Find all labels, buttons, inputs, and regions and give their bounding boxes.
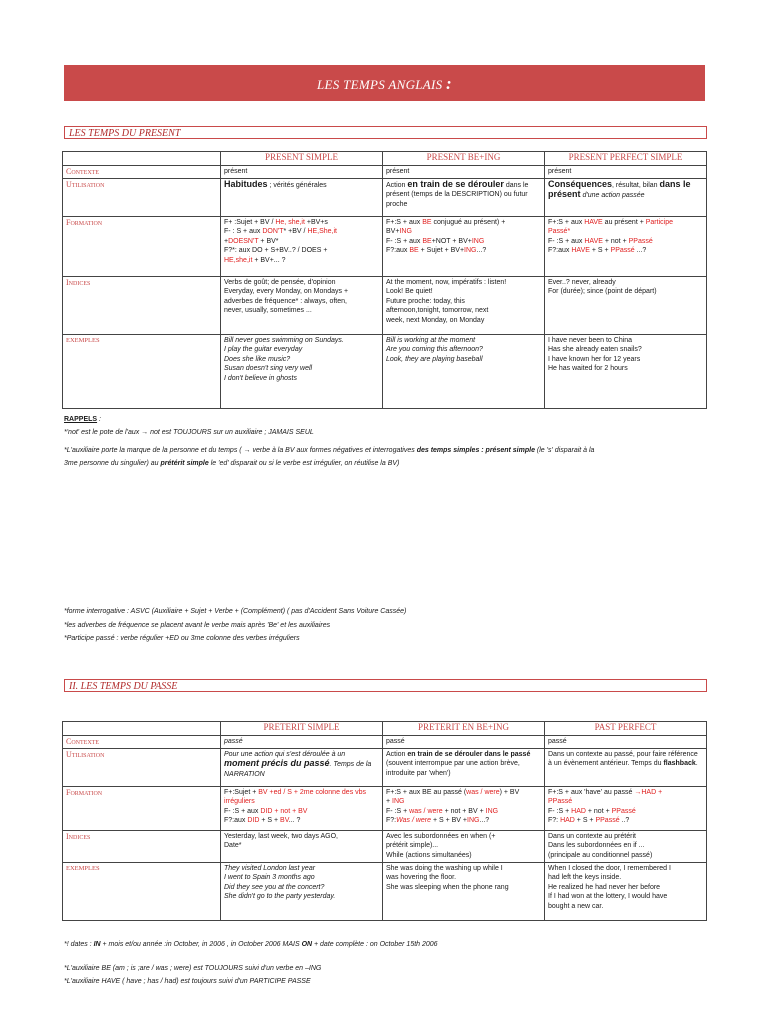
cell: Dans un contexte au prétérit Dans les subordonnées en if ... (principale au conditionnel passé): [545, 830, 707, 862]
cell: Yesterday, last week, two days AGO, Date*: [221, 830, 383, 862]
cell: Verbs de goût; de pensée, d'opinion Everyday, every Monday, on Mondays + adverbes de fréquence* : always, often, never, usually, sometimes ...: [221, 276, 383, 334]
footer-note-dates: *! dates : IN + mois et/ou année :in October, in 2006 , in October 2006 MAIS ON + date complète : on October 15th 2006: [64, 941, 438, 948]
cell: She was doing the washing up while I was hovering the floor. She was sleeping when the phone rang: [383, 862, 545, 920]
rappels-heading: RAPPELS :: [64, 416, 101, 423]
section-heading-present: LES TEMPS DU PRESENT: [64, 126, 707, 139]
row-label-utilisation: Utilisation: [63, 748, 221, 786]
cell: Avec les subordonnées en when (+ prétérit simple)... While (actions simultanées): [383, 830, 545, 862]
text: Action: [386, 181, 408, 189]
table-row: [63, 786, 707, 830]
past-table: [62, 721, 707, 921]
text: d'une action passée: [580, 192, 645, 200]
row-label-contexte: Contexte: [63, 736, 221, 749]
cell: passé: [545, 736, 707, 749]
cell: They visited London last year I went to Spain 3 months ago Did they see you at the concert? She didn't go to the party yesterday.: [221, 862, 383, 920]
cell: F+:S + aux HAVE au présent + Participe Passé* F- :S + aux HAVE + not + PPassé F?:aux HAVE + S + PPassé ...?: [545, 216, 707, 276]
page-title: LES TEMPS ANGLAIS: [316, 77, 443, 92]
col-header-preterit-simple: PRETERIT SIMPLE: [221, 722, 383, 736]
corner-cell: [63, 722, 221, 736]
table-row: [63, 166, 707, 179]
table-row: [63, 276, 707, 334]
page-title-colon: :: [446, 74, 452, 93]
text: dans le présent (temps de la DESCRIPTION) ou futur proche: [386, 181, 529, 208]
row-label-exemples: EXEMPLES: [63, 334, 221, 408]
col-header-past-perfect: PAST PERFECT: [545, 722, 707, 736]
row-label-formation: Formation: [63, 216, 221, 276]
cell: présent: [545, 166, 707, 179]
table-header-row: [63, 152, 707, 166]
table-row: [63, 178, 707, 216]
col-header-present-simple: PRESENT SIMPLE: [221, 152, 383, 166]
text: dans le présent: [548, 178, 691, 200]
row-label-contexte: Contexte: [63, 166, 221, 179]
cell: F+:S + aux BE au passé (was / were) + BV + ING F- :S + was / were + not + BV + ING F?:Was / were + S + BV +ING...?: [383, 786, 545, 830]
rappel-4: *les adverbes de fréquence se placent avant le verbe mais après 'Be' et les auxiliaires: [64, 622, 331, 629]
cell: présent: [221, 166, 383, 179]
cell: [545, 178, 707, 216]
text: Conséquences: [548, 178, 613, 189]
present-table: [62, 151, 707, 409]
rappel-3: *forme interrogative : ASVC (Auxiliaire + Sujet + Verbe + (Complément) ( pas d'Accident Sans Voiture Cassée): [64, 608, 407, 615]
cell: Ever..? never, already For (durée); since (point de départ): [545, 276, 707, 334]
col-header-present-being: PRESENT BE+ING: [383, 152, 545, 166]
text: ; vérités générales: [267, 181, 327, 189]
cell: F+:S + aux BE conjugué au présent) + BV+ING F- :S + aux BE+NOT + BV+ING F?:aux BE + Sujet + BV+ING...?: [383, 216, 545, 276]
cell: At the moment, now, impératifs : listen! Look! Be quiet! Future proche: today, this afternoon,tonight, tomorrow, next week, next Monday, on Monday: [383, 276, 545, 334]
cell: passé: [221, 736, 383, 749]
cell: [383, 178, 545, 216]
table-row: [63, 830, 707, 862]
cell: Dans un contexte au passé, pour faire référence à un évènement antérieur. Temps du flashback.: [545, 748, 707, 786]
col-header-present-perfect: PRESENT PERFECT SIMPLE: [545, 152, 707, 166]
cell: [221, 178, 383, 216]
cell: I have never been to China Has she already eaten snails? I have known her for 12 years He has waited for 2 hours: [545, 334, 707, 408]
table-row: [63, 748, 707, 786]
table-row: [63, 216, 707, 276]
section-heading-past: II. LES TEMPS DU PASSE: [64, 679, 707, 692]
rappel-1: *'not' est le pote de l'aux → not est TOUJOURS sur un auxiliaire ; JAMAIS SEUL: [64, 429, 314, 436]
row-label-indices: Indices: [63, 830, 221, 862]
cell: F+:Sujet + BV +ed / S + 2me colonne des vbs irréguliers F- :S + aux DID + not + BV F?:aux DID + S + BV... ?: [221, 786, 383, 830]
row-label-formation: Formation: [63, 786, 221, 830]
row-label-utilisation: Utilisation: [63, 178, 221, 216]
table-header-row: [63, 722, 707, 736]
cell: Bill never goes swimming on Sundays. I play the guitar everyday Does she like music? Susan doesn't sing very well I don't believe in ghosts: [221, 334, 383, 408]
rappel-5: *Participe passé : verbe régulier +ED ou 3me colonne des verbes irréguliers: [64, 635, 300, 642]
page-title-banner: [64, 65, 705, 101]
table-row: [63, 736, 707, 749]
cell: Action en train de se dérouler dans le passé (souvent interrompue par une action brève, introduite par 'when'): [383, 748, 545, 786]
cell: F+:S + aux 'have' au passé →HAD + PPassé F- :S + HAD + not + PPassé F?: HAD + S + PPassé ..?: [545, 786, 707, 830]
row-label-exemples: EXEMPLES: [63, 862, 221, 920]
table-row: [63, 334, 707, 408]
cell: F+ :Sujet + BV / He, she,it +BV+s F- : S + aux DON'T* +BV / HE,She,it +DOESN'T + BV* F?*: aux DO + S+BV..? / DOES + HE,she,it + BV+... ?: [221, 216, 383, 276]
cell: When I closed the door, I remembered I had left the keys inside. He realized he had never her before If I had won at the lottery, I would have bought a new car.: [545, 862, 707, 920]
text: en train de se dérouler: [407, 178, 504, 189]
cell: Bill is working at the moment Are you coming this afternoon? Look, they are playing baseball: [383, 334, 545, 408]
text: , résultat, bilan: [612, 181, 660, 189]
footer-note-be: *L'auxiliaire BE (am ; is ;are / was ; were) est TOUJOURS suivi d'un verbe en –ING: [64, 965, 322, 972]
table-row: [63, 862, 707, 920]
row-label-indices: Indices: [63, 276, 221, 334]
cell: passé: [383, 736, 545, 749]
text: Habitudes: [224, 178, 268, 189]
rappel-2: *L'auxiliaire porte la marque de la personne et du temps ( → verbe à la BV aux formes négatives et interrogatives des temps simples : présent simple (le 's' disparait à la 3me personne du singulier) au prétérit simple le 'ed' disparait ou si le verbe est irrégulier, on réutilise la BV): [64, 447, 595, 467]
footer-note-have: *L'auxiliaire HAVE ( have ; has / had) est toujours suivi d'un PARTICIPE PASSE: [64, 978, 311, 985]
col-header-preterit-being: PRETERIT EN BE+ING: [383, 722, 545, 736]
cell: présent: [383, 166, 545, 179]
cell: Pour une action qui s'est déroulée à un moment précis du passé. Temps de la NARRATION: [221, 748, 383, 786]
corner-cell: [63, 152, 221, 166]
